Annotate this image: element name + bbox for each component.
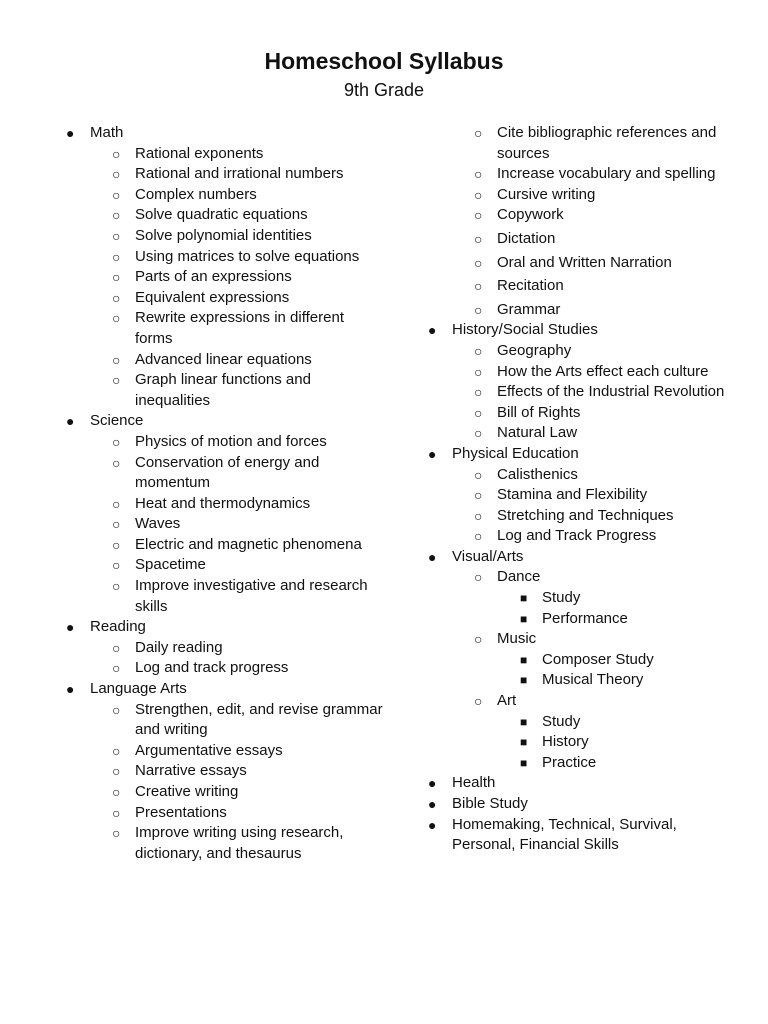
bullet-icon: ● bbox=[66, 125, 75, 141]
topic-item bbox=[64, 185, 384, 206]
bullet-icon: ● bbox=[428, 445, 437, 462]
topic-item bbox=[64, 226, 384, 247]
subject-life-skills bbox=[426, 815, 736, 856]
topic-label: Stamina and Flexibility bbox=[497, 486, 648, 504]
bullet-icon: ● bbox=[428, 816, 437, 833]
topic-label: Rational exponents bbox=[135, 144, 264, 162]
topic-item bbox=[64, 782, 384, 803]
subtopic-item bbox=[426, 732, 736, 753]
subject-label: Health bbox=[452, 774, 496, 792]
circle-bullet-icon: ○ bbox=[474, 631, 483, 648]
circle-bullet-icon: ○ bbox=[474, 425, 483, 442]
circle-bullet-icon: ○ bbox=[112, 248, 121, 265]
subject-language-arts bbox=[64, 679, 384, 700]
topic-item bbox=[426, 253, 736, 274]
topic-label: Spacetime bbox=[135, 556, 206, 574]
topic-label: Improve writing using research, dictionary, and thesaurus bbox=[135, 824, 344, 862]
square-bullet-icon: ■ bbox=[520, 611, 528, 626]
topic-label: Using matrices to solve equations bbox=[135, 247, 360, 265]
topic-item bbox=[426, 300, 736, 321]
topic-label: Music bbox=[497, 630, 537, 648]
circle-bullet-icon: ○ bbox=[112, 310, 121, 327]
topic-label: Copywork bbox=[497, 206, 564, 224]
circle-bullet-icon: ○ bbox=[112, 557, 121, 574]
circle-bullet-icon: ○ bbox=[474, 342, 483, 359]
topic-label: Narrative essays bbox=[135, 762, 247, 780]
topic-label: Waves bbox=[135, 515, 181, 533]
subtopic-item bbox=[426, 753, 736, 774]
topic-item bbox=[64, 308, 384, 349]
topic-item bbox=[64, 514, 384, 535]
topic-item bbox=[64, 494, 384, 515]
topic-item bbox=[426, 229, 736, 250]
square-bullet-icon: ■ bbox=[520, 652, 528, 667]
subject-health bbox=[426, 773, 736, 794]
bullet-icon: ● bbox=[428, 796, 437, 812]
subject-visual-arts bbox=[426, 547, 736, 568]
topic-item bbox=[64, 576, 384, 617]
circle-bullet-icon: ○ bbox=[474, 166, 483, 183]
subtopic-label: Study bbox=[542, 712, 581, 730]
topic-label: Effects of the Industrial Revolution bbox=[497, 383, 725, 401]
topic-item bbox=[64, 350, 384, 371]
topic-label: Argumentative essays bbox=[135, 741, 283, 759]
topic-dance bbox=[426, 567, 736, 588]
square-bullet-icon: ■ bbox=[520, 591, 528, 606]
topic-label: Grammar bbox=[497, 300, 561, 318]
circle-bullet-icon: ○ bbox=[474, 487, 483, 504]
topic-label: Oral and Written Narration bbox=[497, 253, 672, 271]
topic-item bbox=[64, 741, 384, 762]
circle-bullet-icon: ○ bbox=[474, 528, 483, 545]
topic-label: Creative writing bbox=[135, 783, 239, 800]
circle-bullet-icon: ○ bbox=[112, 784, 121, 800]
subject-label: Homemaking, Technical, Survival, Personal, Financial Skills bbox=[452, 815, 677, 854]
circle-bullet-icon: ○ bbox=[112, 433, 121, 450]
topic-label: Natural Law bbox=[497, 424, 578, 442]
subject-reading bbox=[64, 617, 384, 638]
circle-bullet-icon: ○ bbox=[112, 351, 121, 368]
topic-item bbox=[64, 205, 384, 226]
subtopic-label: History bbox=[542, 733, 589, 751]
topic-item bbox=[64, 288, 384, 309]
topic-label: Cite bibliographic references and sources bbox=[497, 124, 717, 162]
topic-label: Heat and thermodynamics bbox=[135, 494, 311, 512]
topic-label: Rewrite expressions in different forms bbox=[135, 309, 344, 347]
circle-bullet-icon: ○ bbox=[112, 145, 121, 162]
topic-label: Stretching and Techniques bbox=[497, 506, 674, 524]
circle-bullet-icon: ○ bbox=[474, 125, 483, 141]
topic-label: Log and track progress bbox=[135, 659, 289, 677]
topic-label: Dictation bbox=[497, 229, 556, 247]
page-title: Homeschool Syllabus bbox=[264, 48, 504, 74]
subtopic-item bbox=[426, 650, 736, 671]
topic-item bbox=[426, 276, 736, 297]
circle-bullet-icon: ○ bbox=[112, 804, 121, 821]
circle-bullet-icon: ○ bbox=[112, 207, 121, 224]
subject-label: Language Arts bbox=[90, 680, 187, 698]
topic-art bbox=[426, 691, 736, 712]
topic-item bbox=[64, 761, 384, 782]
circle-bullet-icon: ○ bbox=[112, 269, 121, 286]
circle-bullet-icon: ○ bbox=[112, 166, 121, 183]
topic-label: How the Arts effect each culture bbox=[497, 362, 709, 380]
subject-math bbox=[64, 123, 384, 144]
circle-bullet-icon: ○ bbox=[112, 227, 121, 244]
subject-physical-education bbox=[426, 444, 736, 465]
topic-item bbox=[64, 535, 384, 556]
topic-item bbox=[64, 803, 384, 824]
topic-item bbox=[64, 658, 384, 679]
topic-label: Equivalent expressions bbox=[135, 288, 290, 306]
bullet-icon: ● bbox=[66, 619, 75, 636]
circle-bullet-icon: ○ bbox=[112, 763, 121, 780]
subtopic-label: Practice bbox=[542, 753, 597, 771]
topic-label: Complex numbers bbox=[135, 185, 257, 203]
subtopic-label: Performance bbox=[542, 609, 628, 627]
topic-label: Graph linear functions and inequalities bbox=[135, 371, 311, 409]
topic-label: Dance bbox=[497, 568, 541, 586]
subject-history bbox=[426, 320, 736, 341]
circle-bullet-icon: ○ bbox=[474, 186, 483, 203]
syllabus-left-column bbox=[64, 123, 384, 864]
subtopic-label: Musical Theory bbox=[542, 671, 644, 689]
topic-item bbox=[426, 403, 736, 424]
topic-label: Rational and irrational numbers bbox=[135, 165, 344, 183]
circle-bullet-icon: ○ bbox=[474, 301, 483, 318]
bullet-icon: ● bbox=[428, 322, 437, 339]
circle-bullet-icon: ○ bbox=[112, 454, 121, 471]
topic-label: Daily reading bbox=[135, 638, 223, 656]
topic-label: Art bbox=[497, 692, 517, 710]
topic-label: Improve investigative and research skills bbox=[135, 577, 368, 615]
topic-item bbox=[64, 144, 384, 165]
topic-item bbox=[64, 555, 384, 576]
syllabus-right-column bbox=[426, 123, 736, 856]
square-bullet-icon: ■ bbox=[520, 673, 528, 688]
circle-bullet-icon: ○ bbox=[474, 207, 483, 224]
topic-item bbox=[64, 453, 384, 494]
bullet-icon: ● bbox=[66, 681, 75, 698]
topic-label: Calisthenics bbox=[497, 465, 578, 483]
circle-bullet-icon: ○ bbox=[474, 569, 483, 586]
subject-bible-study bbox=[426, 794, 736, 815]
topic-label: Presentations bbox=[135, 803, 227, 821]
topic-item bbox=[426, 123, 736, 164]
topic-label: Recitation bbox=[497, 277, 564, 295]
circle-bullet-icon: ○ bbox=[474, 363, 483, 380]
subtopic-label: Study bbox=[542, 589, 581, 607]
subject-science bbox=[64, 411, 384, 432]
topic-item bbox=[426, 465, 736, 486]
topic-item bbox=[426, 185, 736, 206]
topic-label: Parts of an expressions bbox=[135, 268, 292, 286]
square-bullet-icon: ■ bbox=[520, 755, 528, 770]
subtopic-item bbox=[426, 712, 736, 733]
topic-item bbox=[426, 205, 736, 226]
circle-bullet-icon: ○ bbox=[474, 507, 483, 524]
circle-bullet-icon: ○ bbox=[112, 701, 121, 718]
topic-item bbox=[64, 638, 384, 659]
circle-bullet-icon: ○ bbox=[112, 495, 121, 512]
subject-label: Science bbox=[90, 412, 144, 430]
topic-item bbox=[64, 267, 384, 288]
topic-item bbox=[64, 370, 384, 411]
topic-item bbox=[64, 164, 384, 185]
circle-bullet-icon: ○ bbox=[112, 186, 121, 203]
subtopic-label: Composer Study bbox=[542, 650, 654, 668]
circle-bullet-icon: ○ bbox=[474, 466, 483, 483]
topic-item bbox=[64, 247, 384, 268]
topic-label: Physics of motion and forces bbox=[135, 432, 327, 450]
topic-item bbox=[426, 526, 736, 547]
circle-bullet-icon: ○ bbox=[474, 230, 483, 247]
circle-bullet-icon: ○ bbox=[474, 254, 483, 271]
subtopic-item bbox=[426, 670, 736, 691]
circle-bullet-icon: ○ bbox=[112, 825, 121, 842]
subject-label: Visual/Arts bbox=[452, 547, 524, 565]
topic-music bbox=[426, 629, 736, 650]
subject-label: Reading bbox=[90, 618, 146, 636]
circle-bullet-icon: ○ bbox=[112, 536, 121, 553]
circle-bullet-icon: ○ bbox=[112, 372, 121, 389]
square-bullet-icon: ■ bbox=[520, 714, 528, 729]
circle-bullet-icon: ○ bbox=[112, 516, 121, 533]
subject-label: Physical Education bbox=[452, 444, 579, 462]
topic-label: Solve polynomial identities bbox=[135, 226, 312, 244]
subtopic-item bbox=[426, 588, 736, 609]
topic-label: Bill of Rights bbox=[497, 403, 581, 421]
topic-label: Increase vocabulary and spelling bbox=[497, 165, 716, 183]
circle-bullet-icon: ○ bbox=[112, 660, 121, 677]
topic-item bbox=[64, 823, 384, 864]
topic-item bbox=[426, 164, 736, 185]
topic-label: Log and Track Progress bbox=[497, 527, 657, 545]
topic-item bbox=[64, 432, 384, 453]
circle-bullet-icon: ○ bbox=[112, 289, 121, 306]
circle-bullet-icon: ○ bbox=[112, 742, 121, 759]
topic-item bbox=[426, 382, 736, 403]
bullet-icon: ● bbox=[428, 548, 437, 565]
topic-item bbox=[64, 700, 384, 741]
subject-label: History/Social Studies bbox=[452, 321, 598, 339]
bullet-icon: ● bbox=[428, 775, 437, 792]
topic-item bbox=[426, 362, 736, 383]
topic-label: Cursive writing bbox=[497, 185, 596, 203]
topic-label: Strengthen, edit, and revise grammar and writing bbox=[135, 700, 383, 739]
bullet-icon: ● bbox=[66, 413, 75, 430]
subject-label: Bible Study bbox=[452, 795, 528, 812]
topic-label: Advanced linear equations bbox=[135, 350, 312, 368]
square-bullet-icon: ■ bbox=[520, 735, 528, 750]
circle-bullet-icon: ○ bbox=[474, 404, 483, 421]
circle-bullet-icon: ○ bbox=[474, 384, 483, 401]
subject-label: Math bbox=[90, 124, 124, 141]
topic-label: Solve quadratic equations bbox=[135, 206, 308, 224]
topic-label: Electric and magnetic phenomena bbox=[135, 535, 362, 553]
topic-item bbox=[426, 485, 736, 506]
topic-label: Conservation of energy and momentum bbox=[135, 453, 320, 492]
circle-bullet-icon: ○ bbox=[474, 693, 483, 710]
circle-bullet-icon: ○ bbox=[474, 278, 483, 295]
circle-bullet-icon: ○ bbox=[112, 578, 121, 595]
topic-item bbox=[426, 506, 736, 527]
topic-label: Geography bbox=[497, 341, 572, 359]
subtopic-item bbox=[426, 609, 736, 630]
topic-item bbox=[426, 423, 736, 444]
circle-bullet-icon: ○ bbox=[112, 639, 121, 656]
page-subtitle: 9th Grade bbox=[343, 80, 425, 100]
topic-item bbox=[426, 341, 736, 362]
